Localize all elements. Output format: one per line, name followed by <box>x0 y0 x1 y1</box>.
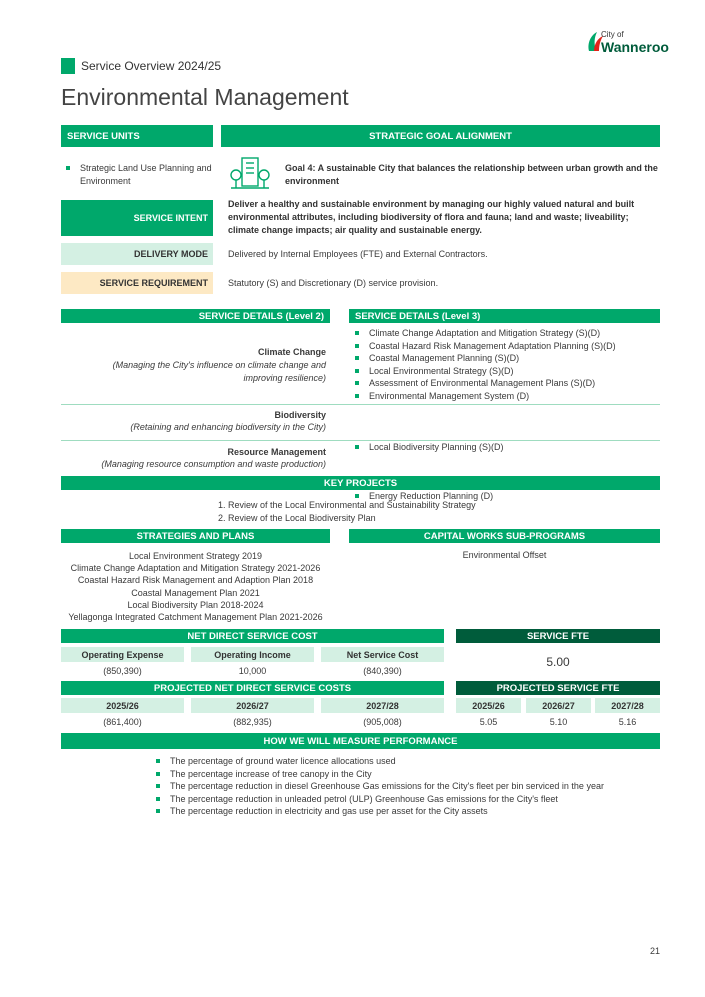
projected-fte-header <box>456 681 660 695</box>
strategies-header-label: STRATEGIES AND PLANS <box>136 530 255 542</box>
row-divider <box>61 404 660 405</box>
projected-fte-header-label: PROJECTED SERVICE FTE <box>496 682 620 694</box>
projected-fte-value: 5.16 <box>618 716 637 727</box>
strategy-item: Coastal Hazard Risk Management and Adaption Plan 2018 <box>77 575 314 586</box>
projected-cost-value: (882,935) <box>233 716 272 727</box>
key-projects-header <box>61 476 660 490</box>
capital-works-item: Environmental Offset <box>462 550 547 560</box>
measure-item: The percentage reduction in diesel Greenhouse Gas emissions for the City's fleet per bin serviced in the year <box>154 780 654 793</box>
strategy-item: Climate Change Adaptation and Mitigation Strategy 2021-2026 <box>70 563 321 574</box>
measure-item: The percentage reduction in electricity and gas use per asset for the City assets <box>154 805 654 818</box>
detail-desc: (Retaining and enhancing biodiversity in the City) <box>130 422 326 432</box>
service-intent-label <box>61 200 213 236</box>
key-projects-header-label: KEY PROJECTS <box>323 477 398 489</box>
detail-item: Local Environmental Strategy (S)(D) <box>353 365 660 378</box>
strategy-item: Yellagonga Integrated Catchment Management Plan 2021-2026 <box>68 612 323 623</box>
measure-header-label: HOW WE WILL MEASURE PERFORMANCE <box>263 735 458 747</box>
measure-item: The percentage increase of tree canopy in the City <box>154 768 654 781</box>
service-fte-value: 5.00 <box>546 655 570 669</box>
service-requirement-label <box>61 272 213 294</box>
delivery-mode-label <box>61 243 213 265</box>
projected-fte-value: 5.05 <box>479 716 498 727</box>
projected-cost-col-header: 2027/28 <box>321 698 444 713</box>
strategy-item: Local Environment Strategy 2019 <box>128 551 263 561</box>
net-cost-col-header: Net Service Cost <box>321 647 444 662</box>
city-buildings-icon <box>230 155 270 191</box>
service-unit-item: Strategic Land Use Planning and Environment <box>64 162 212 187</box>
detail-title: Resource Management <box>227 447 326 457</box>
capital-works-header-label: CAPITAL WORKS SUB-PROGRAMS <box>423 530 586 542</box>
strategies-list <box>61 550 330 623</box>
service-intent-text: Deliver a healthy and sustainable environment by managing our highly valued natural and built environmental attributes, including biodiversity of flora and fauna; land and waste; liveability; climate change impacts; air quality and sustainable energy. <box>228 199 635 235</box>
detail-item: Environmental Management System (D) <box>353 390 660 403</box>
details-l2-header <box>61 309 330 323</box>
detail-item: Local Biodiversity Planning (S)(D) <box>353 441 660 454</box>
service-requirement-text: Statutory (S) and Discretionary (D) service provision. <box>228 278 439 288</box>
section-marker <box>61 58 75 74</box>
projected-cost-header <box>61 681 444 695</box>
net-cost-value: 10,000 <box>238 665 267 676</box>
details-l3-header: SERVICE DETAILS (Level 3) <box>349 309 660 323</box>
detail-desc: (Managing the City's influence on climate change and improving resilience) <box>112 360 326 383</box>
detail-desc: (Managing resource consumption and waste production) <box>101 459 326 469</box>
net-cost-header <box>61 629 444 643</box>
net-cost-header-label: NET DIRECT SERVICE COST <box>187 630 318 642</box>
row-divider <box>61 440 660 441</box>
strategic-goal-header-label: STRATEGIC GOAL ALIGNMENT <box>369 130 512 142</box>
projected-cost-value: (905,008) <box>363 716 402 727</box>
projected-fte-col-header: 2027/28 <box>595 698 660 713</box>
measures-list <box>154 755 654 818</box>
net-cost-value: (850,390) <box>103 665 142 676</box>
projected-cost-header-label: PROJECTED NET DIRECT SERVICE COSTS <box>153 682 352 694</box>
logo-big-text: Wanneroo <box>601 39 669 55</box>
details-l2-header-label: SERVICE DETAILS (Level 2) <box>198 310 324 322</box>
detail-items-list <box>353 327 660 402</box>
key-projects-list <box>218 499 618 524</box>
detail-title: Biodiversity <box>274 410 326 420</box>
projected-cost-col-header: 2026/27 <box>191 698 314 713</box>
projected-fte-col-header: 2025/26 <box>456 698 521 713</box>
detail-item: Energy Reduction Planning (D) <box>353 490 660 503</box>
service-requirement-label-text: SERVICE REQUIREMENT <box>99 278 208 288</box>
net-cost-value: (840,390) <box>363 665 402 676</box>
logo-small-text: City of <box>601 30 624 39</box>
section-label: Service Overview 2024/25 <box>81 59 222 73</box>
service-fte-header <box>456 629 660 643</box>
page-number: 21 <box>649 946 660 956</box>
detail-item: Assessment of Environmental Management Plans (S)(D) <box>353 377 660 390</box>
measure-item: The percentage reduction in unleaded petrol (ULP) Greenhouse Gas emissions for the City's fleet <box>154 793 654 806</box>
strategy-item: Coastal Management Plan 2021 <box>131 587 260 598</box>
service-intent-label-text: SERVICE INTENT <box>133 213 208 223</box>
strategic-goal-header <box>221 125 660 147</box>
capital-works-header <box>349 529 660 543</box>
detail-item: Climate Change Adaptation and Mitigation Strategy (S)(D) <box>353 327 660 340</box>
projected-cost-value: (861,400) <box>103 716 142 727</box>
key-project-item: 1. Review of the Local Environmental and Sustainability Strategy <box>218 500 476 510</box>
key-project-item: 2. Review of the Local Biodiversity Plan <box>218 512 376 523</box>
delivery-mode-label-text: DELIVERY MODE <box>133 249 208 259</box>
detail-title: Climate Change <box>257 347 326 357</box>
projected-fte-col-header: 2026/27 <box>526 698 591 713</box>
net-cost-col-header: Operating Income <box>191 647 314 662</box>
measure-item: The percentage of ground water licence allocations used <box>154 755 654 768</box>
goal-text: Goal 4: A sustainable City that balances the relationship between urban growth and the environment <box>285 163 658 186</box>
delivery-mode-text: Delivered by Internal Employees (FTE) and External Contractors. <box>228 249 488 259</box>
projected-fte-value: 5.10 <box>549 716 568 727</box>
service-fte-header-label: SERVICE FTE <box>526 630 590 642</box>
strategies-header <box>61 529 330 543</box>
strategy-item: Local Biodiversity Plan 2018-2024 <box>127 599 264 610</box>
service-units-header: SERVICE UNITS <box>61 125 213 147</box>
city-logo <box>585 27 670 67</box>
net-cost-col-header: Operating Expense <box>61 647 184 662</box>
detail-item: Coastal Hazard Risk Management Adaptation Planning (S)(D) <box>353 340 660 353</box>
projected-cost-col-header: 2025/26 <box>61 698 184 713</box>
page-title: Environmental Management <box>61 84 349 110</box>
measure-header <box>61 733 660 749</box>
detail-item: Coastal Management Planning (S)(D) <box>353 352 660 365</box>
